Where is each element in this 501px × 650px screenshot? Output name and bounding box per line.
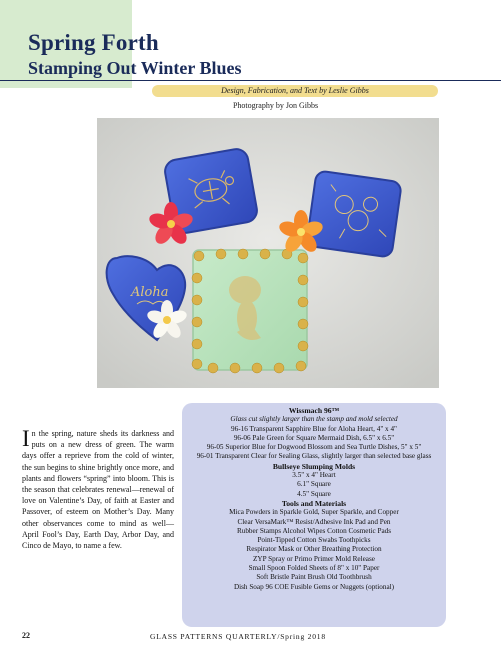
heart-stamp-text: Aloha (131, 285, 169, 300)
materials-item: Point-Tipped Cotton Swabs Toothpicks (257, 536, 371, 545)
project-photo (97, 118, 439, 388)
materials-item: 6.1" Square (297, 480, 331, 489)
materials-item: Respirator Mask or Other Breathing Protection (246, 545, 382, 554)
materials-item: Glass cut slightly larger than the stamp and mold selected (230, 415, 398, 424)
design-credit: Design, Fabrication, and Text by Leslie Gibbs (221, 86, 369, 95)
materials-heading: Tools and Materials (281, 498, 347, 508)
article-subtitle: Stamping Out Winter Blues (28, 58, 242, 78)
materials-item: 96-06 Pale Green for Square Mermaid Dish, 6.5" x 6.5" (233, 433, 395, 442)
page-number: 22 (22, 631, 30, 640)
materials-item: Clear VersaMark™ Resist/Adhesive Ink Pad and Pen (237, 517, 391, 526)
materials-item: 96-16 Transparent Sapphire Blue for Aloha Heart, 4" x 4" (231, 424, 397, 433)
materials-item: 96-01 Transparent Clear for Sealing Glass, slightly larger than selected base glass (196, 452, 432, 461)
drop-cap: I (22, 426, 30, 451)
materials-item: ZYP Spray or Primo Primer Mold Release (253, 554, 375, 563)
materials-item: Small Spoon Folded Sheets of 8" x 10" Paper (248, 564, 380, 573)
mermaid-square-dish (192, 249, 308, 373)
materials-item: 96-05 Superior Blue for Dogwood Blossom and Sea Turtle Dishes, 5" x 5" (206, 443, 422, 452)
dogwood-blossom-dish (306, 170, 402, 257)
intro-paragraph (22, 428, 174, 551)
materials-item: 3.5" x 4" Heart (292, 471, 336, 480)
materials-item: Soft Bristle Paint Brush Old Toothbrush (256, 573, 372, 582)
intro-text: n the spring, nature sheds its darkness and puts on a new dress of green. The warm days offer a reprieve from the cold of winter, the sun begins to shine brightly once more, and plants and flowers “spring” into bloom. This is the season that celebrates renewal—renewal of love on Valentine’s Day, of faith at Easter and Passover, of esteem on Mother’s Day. Many other observances come to mind as well—April Fool’s Day, Earth Day, Arbor Day, and Cinco de Mayo, to name a few. (22, 429, 174, 551)
materials-item: Rubber Stamps Alcohol Wipes Cotton Cosmetic Pads (236, 526, 392, 535)
photo-credit: Photography by Jon Gibbs (232, 101, 319, 110)
materials-box (182, 403, 446, 627)
materials-item: Mica Powders in Sparkle Gold, Super Sparkle, and Copper (229, 508, 399, 517)
materials-heading: Wissmach 96™ (288, 406, 340, 415)
materials-heading: Bullseye Slumping Molds (272, 461, 356, 471)
project-photo-illustration (97, 118, 439, 388)
credit-banner (152, 85, 438, 97)
article-title: Spring Forth (28, 30, 159, 55)
header-rule (0, 80, 501, 81)
publication-footer: GLASS PATTERNS QUARTERLY/Spring 2018 (150, 632, 326, 641)
materials-item: 4.5" Square (297, 489, 331, 498)
materials-item: Dish Soap 96 COE Fusible Gems or Nuggets (optional) (233, 582, 395, 591)
materials-list (182, 406, 446, 592)
